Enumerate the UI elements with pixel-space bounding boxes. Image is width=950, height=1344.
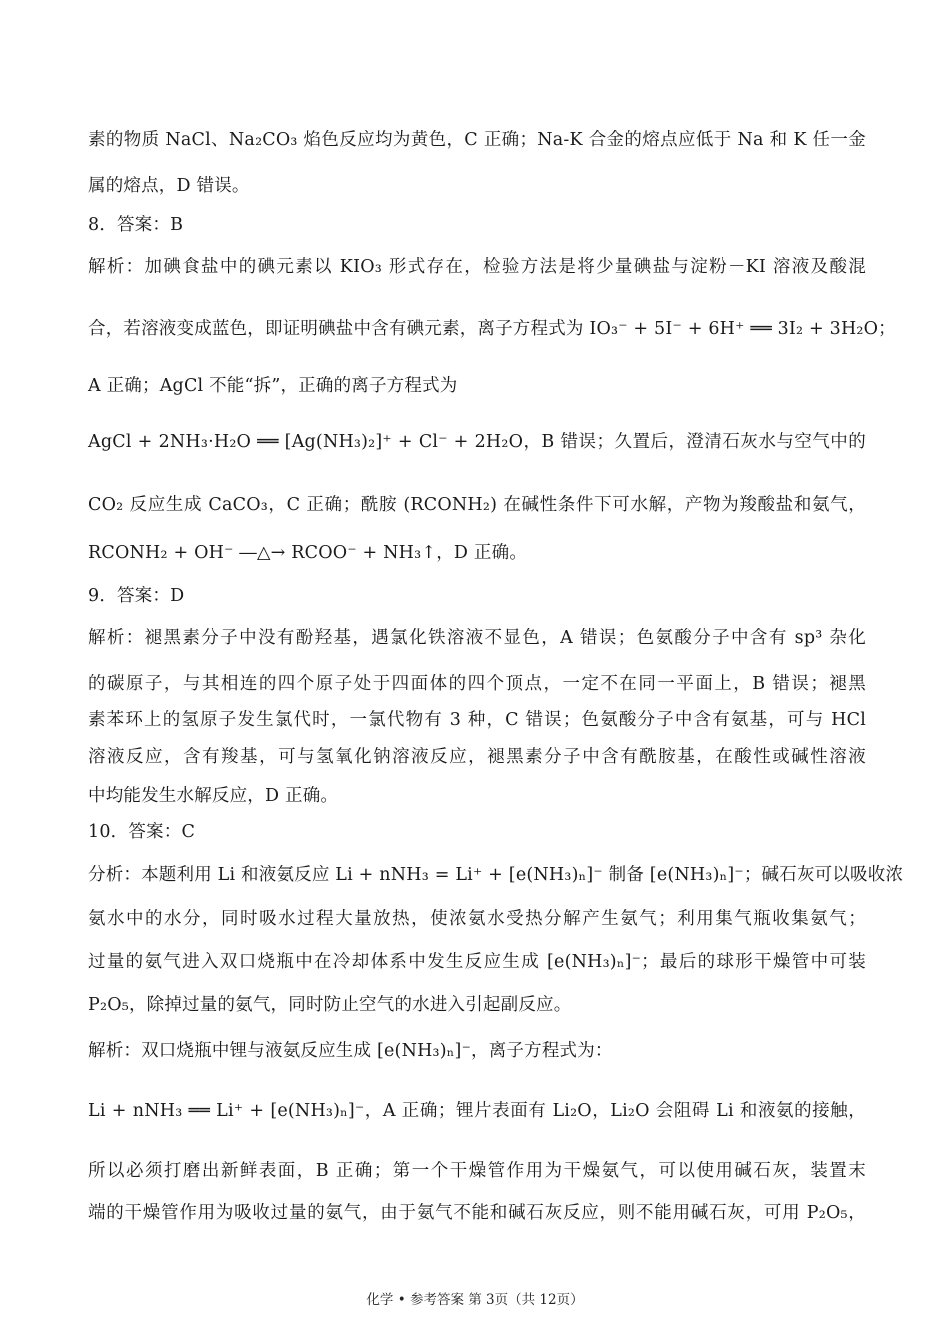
equation-line: RCONH₂ + OH⁻ ―△→ RCOO⁻ + NH₃↑，D 正确。: [88, 543, 528, 563]
text-line: 解析：双口烧瓶中锂与液氨反应生成 [e(NH₃)ₙ]⁻，离子方程式为：: [88, 1041, 613, 1061]
equation-line: 合，若溶液变成蓝色，即证明碘盐中含有碘元素，离子方程式为 IO₃⁻ + 5I⁻ + 6H⁺ ══ 3I₂ + 3H₂O；: [88, 319, 896, 339]
text-line: 过量的氨气进入双口烧瓶中在冷却体系中发生反应生成 [e(NH₃)ₙ]⁻；最后的球形干燥管中可装: [88, 952, 866, 972]
answer-heading-8: 8．答案：B: [88, 215, 184, 235]
text-line: 中均能发生水解反应，D 正确。: [88, 786, 339, 806]
equation-line: Li + nNH₃ ══ Li⁺ + [e(NH₃)ₙ]⁻，A 正确；锂片表面有 Li₂O，Li₂O 会阻碍 Li 和液氨的接触，: [88, 1101, 866, 1121]
text-line: 素苯环上的氢原子发生氯代时，一氯代物有 3 种，C 错误；色氨酸分子中含有氨基，可与 HCl: [88, 710, 866, 730]
text-line: P₂O₅，除掉过量的氨气，同时防止空气的水进入引起副反应。: [88, 995, 572, 1015]
answer-page: [88, 0, 904, 1344]
text-line: 氨水中的水分，同时吸水过程大量放热，使浓氨水受热分解产生氨气；利用集气瓶收集氨气；: [88, 909, 866, 929]
text-line: 溶液反应，含有羧基，可与氢氧化钠溶液反应，褪黑素分子中含有酰胺基，在酸性或碱性溶液: [88, 747, 866, 767]
text-line: A 正确；AgCl 不能“拆”，正确的离子方程式为: [88, 376, 458, 396]
text-line: 属的熔点，D 错误。: [88, 176, 250, 196]
answer-heading-9: 9．答案：D: [88, 586, 185, 606]
text-line: CO₂ 反应生成 CaCO₃，C 正确；酰胺 (RCONH₂) 在碱性条件下可水解，产物为羧酸盐和氨气，: [88, 495, 866, 515]
text-line: 端的干燥管作用为吸收过量的氨气，由于氨气不能和碱石灰反应，则不能用碱石灰，可用 P₂O₅，: [88, 1203, 866, 1223]
equation-line: AgCl + 2NH₃·H₂O ══ [Ag(NH₃)₂]⁺ + Cl⁻ + 2H₂O，B 错误；久置后，澄清石灰水与空气中的: [88, 432, 866, 452]
page-footer: 化学 • 参考答案 第 3页（共 12页）: [366, 1292, 584, 1308]
answer-heading-10: 10．答案：C: [88, 822, 196, 842]
text-line: 解析：加碘食盐中的碘元素以 KIO₃ 形式存在，检验方法是将少量碘盐与淀粉－KI 溶液及酸混: [88, 257, 866, 277]
text-line: 解析：褪黑素分子中没有酚羟基，遇氯化铁溶液不显色，A 错误；色氨酸分子中含有 sp³ 杂化: [88, 628, 866, 648]
text-line: 所以必须打磨出新鲜表面，B 正确；第一个干燥管作用为干燥氨气，可以使用碱石灰，装置末: [88, 1161, 866, 1181]
text-line: 素的物质 NaCl、Na₂CO₃ 焰色反应均为黄色，C 正确；Na-K 合金的熔点应低于 Na 和 K 任一金: [88, 130, 866, 150]
text-line: 分析：本题利用 Li 和液氨反应 Li + nNH₃ = Li⁺ + [e(NH₃)ₙ]⁻ 制备 [e(NH₃)ₙ]⁻；碱石灰可以吸收浓: [88, 865, 904, 885]
text-line: 的碳原子，与其相连的四个原子处于四面体的四个顶点，一定不在同一平面上，B 错误；褪黑: [88, 674, 866, 694]
